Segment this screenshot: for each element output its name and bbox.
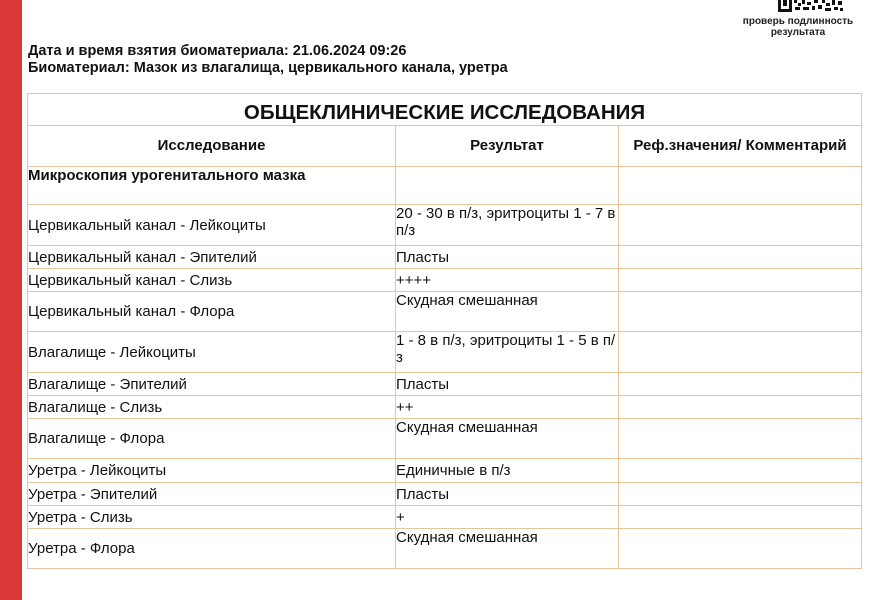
qr-code[interactable]	[778, 0, 844, 13]
table-row	[28, 506, 862, 529]
header-study: Исследование	[28, 126, 396, 167]
test-name: Цервикальный канал - Флора	[28, 292, 396, 332]
table-row	[28, 205, 862, 246]
test-reference	[619, 396, 862, 419]
test-name: Уретра - Слизь	[28, 506, 396, 529]
test-reference	[619, 205, 862, 246]
test-reference	[619, 529, 862, 569]
test-reference	[619, 506, 862, 529]
table-row	[28, 459, 862, 483]
test-reference	[619, 332, 862, 373]
sample-meta	[28, 43, 508, 77]
test-result: Пласты	[396, 483, 619, 506]
test-name: Влагалище - Эпителий	[28, 373, 396, 396]
table-row	[28, 373, 862, 396]
test-result: ++	[396, 396, 619, 419]
test-name: Цервикальный канал - Лейкоциты	[28, 205, 396, 246]
test-result: Скудная смешанная	[396, 529, 619, 569]
test-result: 20 - 30 в п/з, эритроциты 1 - 7 в п/з	[396, 205, 619, 246]
table-title-row	[28, 94, 862, 126]
test-name: Влагалище - Флора	[28, 419, 396, 459]
qr-caption: проверь подлинность результата	[742, 16, 854, 38]
test-name: Влагалище - Слизь	[28, 396, 396, 419]
test-name: Уретра - Флора	[28, 529, 396, 569]
table-title: ОБЩЕКЛИНИЧЕСКИЕ ИССЛЕДОВАНИЯ	[28, 94, 862, 126]
test-name: Цервикальный канал - Слизь	[28, 269, 396, 292]
table-row	[28, 269, 862, 292]
table-row	[28, 483, 862, 506]
section-row	[28, 167, 862, 205]
table-row	[28, 396, 862, 419]
table-row	[28, 529, 862, 569]
test-result: Скудная смешанная	[396, 292, 619, 332]
test-result: Единичные в п/з	[396, 459, 619, 483]
section-title: Микроскопия урогенитального мазка	[28, 167, 396, 205]
test-name: Влагалище - Лейкоциты	[28, 332, 396, 373]
test-result: Пласты	[396, 373, 619, 396]
test-name: Цервикальный канал - Эпителий	[28, 246, 396, 269]
table-row	[28, 292, 862, 332]
results-table	[27, 93, 862, 569]
table-header-row	[28, 126, 862, 167]
test-reference	[619, 292, 862, 332]
test-name: Уретра - Лейкоциты	[28, 459, 396, 483]
header-reference: Реф.значения/ Комментарий	[619, 126, 862, 167]
test-reference	[619, 246, 862, 269]
test-reference	[619, 459, 862, 483]
test-name: Уретра - Эпителий	[28, 483, 396, 506]
collection-datetime: Дата и время взятия биоматериала: 21.06.2024 09:26	[28, 43, 407, 59]
test-result: 1 - 8 в п/з, эритроциты 1 - 5 в п/з	[396, 332, 619, 373]
biomaterial: Биоматериал: Мазок из влагалища, цервикального канала, уретра	[28, 60, 508, 76]
table-row	[28, 419, 862, 459]
test-reference	[619, 373, 862, 396]
test-result: Пласты	[396, 246, 619, 269]
test-result: Скудная смешанная	[396, 419, 619, 459]
table-row	[28, 332, 862, 373]
test-reference	[619, 269, 862, 292]
test-result: +	[396, 506, 619, 529]
left-accent-bar	[0, 0, 22, 600]
test-reference	[619, 483, 862, 506]
test-result: ++++	[396, 269, 619, 292]
table-row	[28, 246, 862, 269]
header-result: Результат	[396, 126, 619, 167]
test-reference	[619, 419, 862, 459]
